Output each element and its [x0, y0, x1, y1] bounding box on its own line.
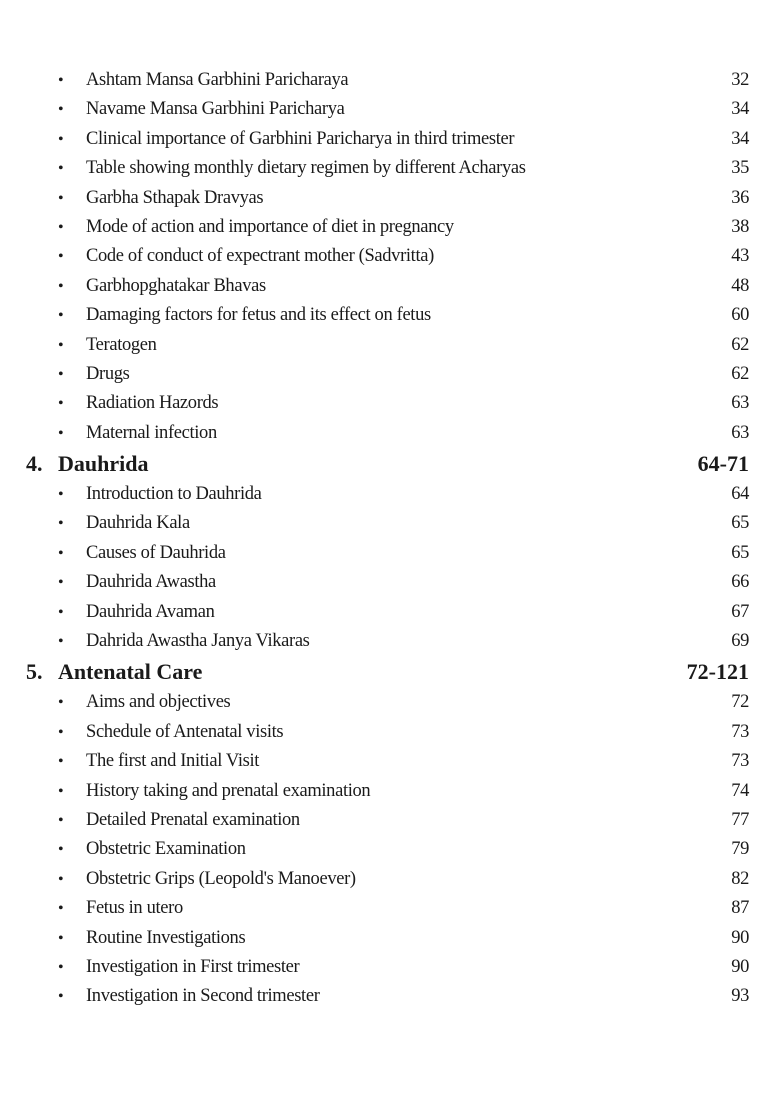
- toc-entry: [0, 301, 780, 330]
- bullet-icon: •: [58, 753, 64, 771]
- toc-entry: [0, 718, 780, 747]
- entry-label: Garbhopghatakar Bhavas: [86, 275, 266, 296]
- bullet-icon: •: [58, 841, 64, 859]
- bullet-icon: •: [58, 574, 64, 592]
- bullet-icon: •: [58, 900, 64, 918]
- bullet-icon: •: [58, 395, 64, 413]
- bullet-icon: •: [58, 218, 64, 236]
- entry-page: 69: [731, 631, 749, 652]
- bullet-icon: •: [58, 633, 64, 651]
- toc-entry: [0, 95, 780, 124]
- bullet-icon: •: [58, 189, 64, 207]
- entry-page: 73: [731, 721, 749, 742]
- toc-entry: [0, 747, 780, 776]
- toc-entry: [0, 66, 780, 95]
- entry-page: 65: [731, 542, 749, 563]
- bullet-icon: •: [58, 101, 64, 119]
- chapter-number: 5.: [26, 659, 43, 685]
- bullet-icon: •: [58, 248, 64, 266]
- entry-page: 66: [731, 572, 749, 593]
- toc-entry: [0, 125, 780, 154]
- entry-page: 72: [731, 692, 749, 713]
- entry-page: 73: [731, 751, 749, 772]
- bullet-icon: •: [58, 870, 64, 888]
- bullet-icon: •: [58, 603, 64, 621]
- entry-label: Ashtam Mansa Garbhini Paricharaya: [86, 70, 349, 90]
- entry-label: Dauhrida Awastha: [86, 572, 216, 593]
- entry-label: Causes of Dauhrida: [86, 542, 226, 563]
- toc-entry: [0, 806, 780, 835]
- toc-entry: [0, 627, 780, 656]
- bullet-icon: •: [58, 365, 64, 383]
- entry-label: Fetus in utero: [86, 898, 183, 919]
- bullet-icon: •: [58, 929, 64, 947]
- entry-label: Code of conduct of expectrant mother (Sadvritta): [86, 246, 434, 267]
- toc-entry: [0, 982, 780, 1011]
- entry-label: Routine Investigations: [86, 927, 246, 948]
- entry-page: 77: [731, 809, 749, 830]
- toc-entry: [0, 184, 780, 213]
- entry-page: 32: [731, 70, 749, 90]
- entry-label: Teratogen: [86, 334, 157, 355]
- toc-entry: [0, 688, 780, 717]
- entry-label: Navame Mansa Garbhini Paricharya: [86, 99, 345, 120]
- bullet-icon: •: [58, 336, 64, 354]
- entry-page: 36: [731, 187, 749, 208]
- entry-page: 34: [731, 128, 749, 149]
- entry-page: 64: [731, 484, 749, 505]
- chapter-pages: 72-121: [686, 659, 749, 685]
- entry-label: Radiation Hazords: [86, 393, 219, 414]
- toc-entry: [0, 568, 780, 597]
- entry-page: 62: [731, 363, 749, 384]
- entry-page: 63: [731, 393, 749, 414]
- toc-entry: [0, 835, 780, 864]
- toc-entry: [0, 924, 780, 953]
- bullet-icon: •: [58, 544, 64, 562]
- toc-entry: [0, 242, 780, 271]
- entry-label: Obstetric Examination: [86, 839, 246, 860]
- toc-entry: [0, 272, 780, 301]
- bullet-icon: •: [58, 277, 64, 295]
- entry-label: Investigation in Second trimester: [86, 986, 320, 1007]
- bullet-icon: •: [58, 515, 64, 533]
- toc-entry: [0, 480, 780, 509]
- table-of-contents: [0, 66, 780, 1012]
- entry-page: 90: [731, 956, 749, 977]
- entry-label: Dauhrida Avaman: [86, 601, 215, 622]
- entry-page: 87: [731, 898, 749, 919]
- chapter-title: Antenatal Care: [58, 659, 203, 685]
- bullet-icon: •: [58, 424, 64, 442]
- entry-page: 62: [731, 334, 749, 355]
- chapter-heading-antenatal-care: [0, 656, 780, 688]
- bullet-icon: •: [58, 160, 64, 178]
- entry-label: Dauhrida Kala: [86, 513, 190, 534]
- toc-entry: [0, 419, 780, 448]
- bullet-icon: •: [58, 130, 64, 148]
- entry-label: Dahrida Awastha Janya Vikaras: [86, 631, 310, 652]
- entry-page: 43: [731, 246, 749, 267]
- entry-label: The first and Initial Visit: [86, 751, 260, 772]
- bullet-icon: •: [58, 694, 64, 712]
- entry-label: Garbha Sthapak Dravyas: [86, 187, 264, 208]
- bullet-icon: •: [58, 811, 64, 829]
- entry-label: Schedule of Antenatal visits: [86, 721, 284, 742]
- entry-page: 34: [731, 99, 749, 120]
- entry-label: Clinical importance of Garbhini Paricharya in third trimester: [86, 128, 515, 149]
- entry-page: 74: [731, 780, 749, 801]
- entry-page: 38: [731, 216, 749, 237]
- entry-label: Investigation in First trimester: [86, 956, 300, 977]
- entry-label: Mode of action and importance of diet in pregnancy: [86, 216, 454, 237]
- toc-entry: [0, 894, 780, 923]
- bullet-icon: •: [58, 958, 64, 976]
- toc-entry: [0, 509, 780, 538]
- toc-entry: [0, 154, 780, 183]
- entry-label: Obstetric Grips (Leopold's Manoever): [86, 868, 356, 889]
- entry-page: 65: [731, 513, 749, 534]
- chapter-pages: 64-71: [697, 451, 749, 477]
- entry-label: Introduction to Dauhrida: [86, 484, 262, 505]
- toc-entry: [0, 360, 780, 389]
- entry-page: 82: [731, 868, 749, 889]
- toc-entry: [0, 539, 780, 568]
- bullet-icon: •: [58, 486, 64, 504]
- entry-page: 63: [731, 422, 749, 443]
- entry-label: Damaging factors for fetus and its effect on fetus: [86, 305, 431, 326]
- entry-label: Detailed Prenatal examination: [86, 809, 300, 830]
- entry-label: Drugs: [86, 363, 130, 384]
- entry-page: 67: [731, 601, 749, 622]
- toc-entry: [0, 389, 780, 418]
- toc-entry: [0, 865, 780, 894]
- entry-page: 93: [731, 986, 749, 1007]
- toc-entry: [0, 213, 780, 242]
- entry-label: Table showing monthly dietary regimen by different Acharyas: [86, 158, 526, 179]
- chapter-number: 4.: [26, 451, 43, 477]
- bullet-icon: •: [58, 988, 64, 1006]
- entry-page: 48: [731, 275, 749, 296]
- entry-label: History taking and prenatal examination: [86, 780, 371, 801]
- entry-page: 90: [731, 927, 749, 948]
- entry-page: 35: [731, 158, 749, 179]
- bullet-icon: •: [58, 723, 64, 741]
- entry-page: 60: [731, 305, 749, 326]
- toc-entry: [0, 953, 780, 982]
- entry-label: Aims and objectives: [86, 692, 231, 713]
- toc-entry: [0, 777, 780, 806]
- entry-label: Maternal infection: [86, 422, 217, 443]
- bullet-icon: •: [58, 782, 64, 800]
- chapter-title: Dauhrida: [58, 451, 149, 477]
- entry-page: 79: [731, 839, 749, 860]
- chapter-heading-dauhrida: [0, 448, 780, 480]
- bullet-icon: •: [58, 72, 64, 89]
- toc-entry: [0, 331, 780, 360]
- toc-entry: [0, 598, 780, 627]
- bullet-icon: •: [58, 307, 64, 325]
